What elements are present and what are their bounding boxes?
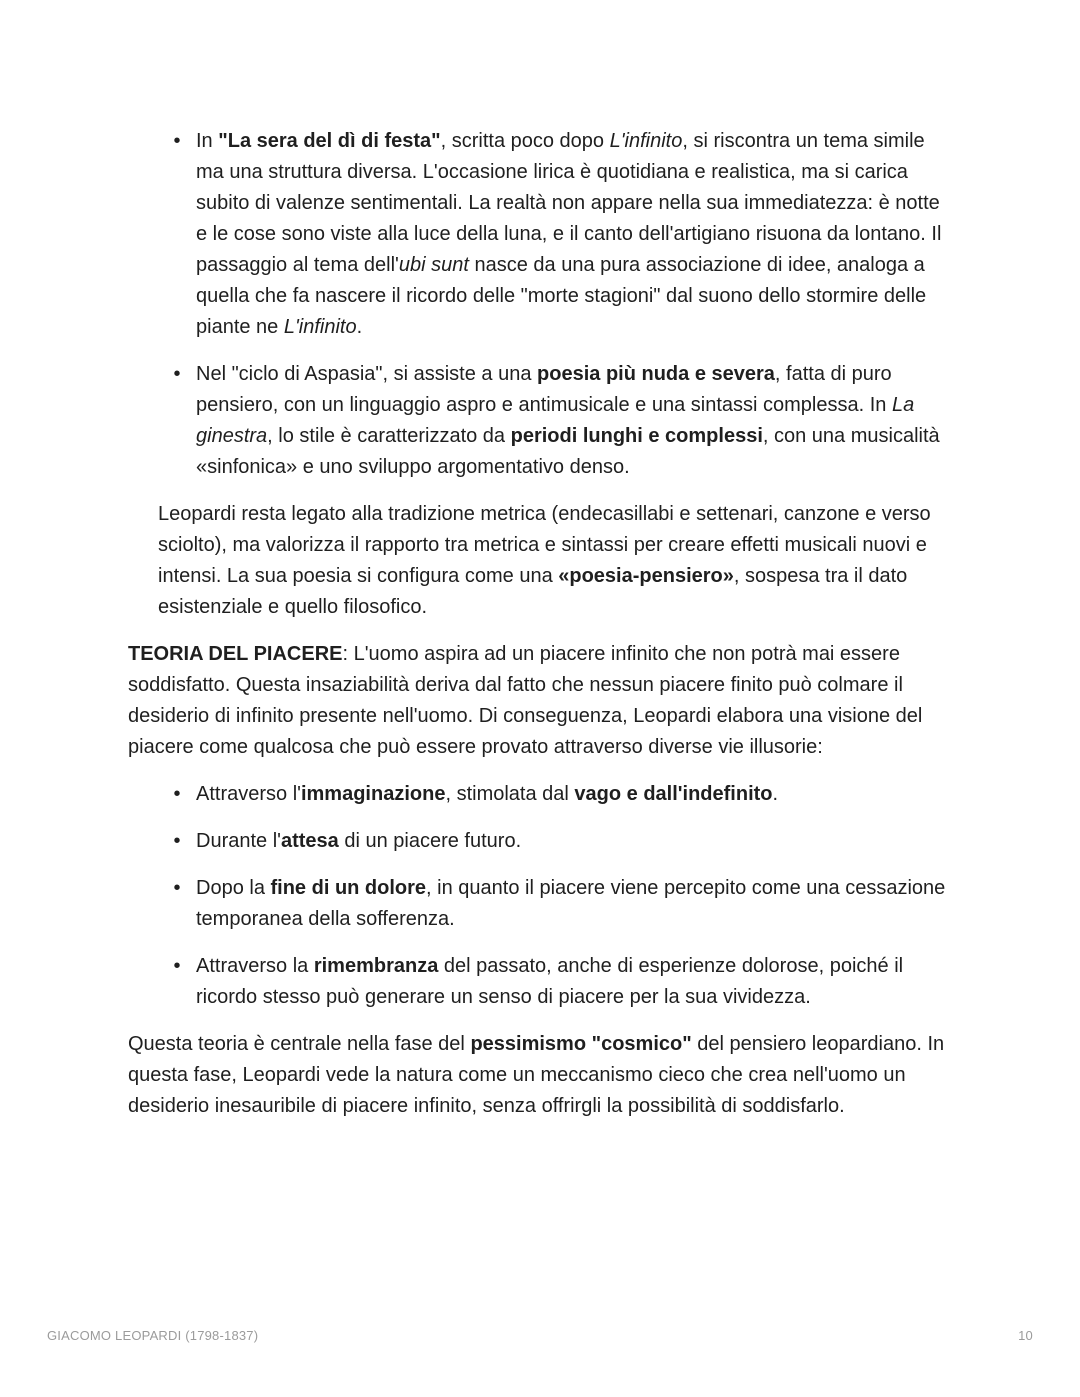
bullet-icon: • — [173, 830, 181, 852]
bullet-item — [128, 873, 952, 935]
rich-text: TEORIA DEL PIACERE: L'uomo aspira ad un piacere infinito che non potrà mai essere soddisfatto. Questa insaziabilità deriva dal fatto che nessun piacere finito può colmare il desiderio di infinito presente nell'uomo. Di conseguenza, Leopardi elabora una visione del piacere come qualcosa che può essere provato attraverso diverse vie illusorie: — [128, 643, 923, 758]
page-number: 10 — [1018, 1328, 1033, 1343]
rich-text: Leopardi resta legato alla tradizione metrica (endecasillabi e settenari, canzone e verso sciolto), ma valorizza il rapporto tra metrica e sintassi per creare effetti musicali nuovi e intensi. La sua poesia si configura come una «poesia-pensiero», sospesa tra il dato esistenziale e quello filosofico. — [158, 503, 931, 618]
paragraph — [128, 1029, 952, 1122]
rich-text: Nel "ciclo di Aspasia", si assiste a una poesia più nuda e severa, fatta di puro pensiero, con un linguaggio aspro e antimusicale e una sintassi complessa. In La ginestra, lo stile è caratterizzato da periodi lunghi e complessi, con una musicalità «sinfonica» e uno sviluppo argomentativo denso. — [196, 363, 940, 478]
paragraph — [158, 499, 952, 623]
bullet-item — [128, 126, 952, 343]
rich-text: In "La sera del dì di festa", scritta poco dopo L'infinito, si riscontra un tema simile ma una struttura diversa. L'occasione lirica è quotidiana e realistica, ma si carica subito di valenze sentimentali. La realtà non appare nella sua immediatezza: è notte e le cose sono viste alla luce della luna, e il canto dell'artigiano risuona da lontano. Il passaggio al tema dell'ubi sunt nasce da una pura associazione di idee, analoga a quella che fa nascere il ricordo delle "morte stagioni" dal suono dello stormire delle piante ne L'infinito. — [196, 130, 942, 338]
rich-text: Attraverso l'immaginazione, stimolata dal vago e dall'indefinito. — [196, 783, 779, 805]
paragraph — [128, 639, 952, 763]
rich-text: Durante l'attesa di un piacere futuro. — [196, 830, 522, 852]
rich-text: Questa teoria è centrale nella fase del pessimismo "cosmico" del pensiero leopardiano. In questa fase, Leopardi vede la natura come un meccanismo cieco che crea nell'uomo un desiderio inesauribile di piacere infinito, senza offrirgli la possibilità di soddisfarlo. — [128, 1033, 945, 1117]
document-content — [128, 126, 952, 1122]
bullet-item — [128, 779, 952, 810]
bullet-icon: • — [173, 783, 181, 805]
bullet-item — [128, 951, 952, 1013]
bullet-item — [128, 826, 952, 857]
footer-document-title: GIACOMO LEOPARDI (1798-1837) — [47, 1328, 259, 1343]
rich-text: Dopo la fine di un dolore, in quanto il piacere viene percepito come una cessazione temporanea della sofferenza. — [196, 877, 946, 930]
bullet-icon: • — [173, 955, 181, 977]
bullet-item — [128, 359, 952, 483]
rich-text: Attraverso la rimembranza del passato, anche di esperienze dolorose, poiché il ricordo stesso può generare un senso di piacere per la sua vividezza. — [196, 955, 904, 1008]
bullet-icon: • — [173, 363, 181, 385]
bullet-icon: • — [173, 877, 181, 899]
page-footer — [47, 1328, 1033, 1344]
bullet-icon: • — [173, 130, 181, 152]
